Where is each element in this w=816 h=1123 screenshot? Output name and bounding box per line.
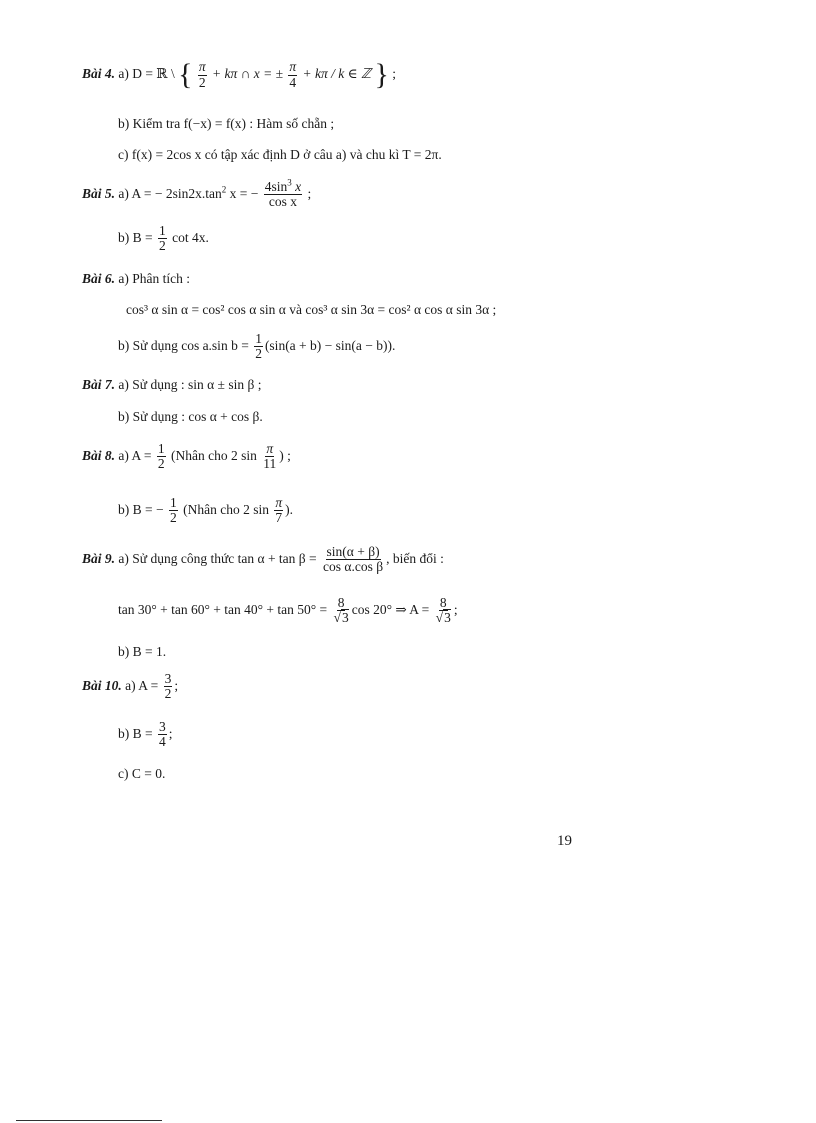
page-number: 19 xyxy=(557,833,572,849)
bai6-line-b: b) Sử dụng cos a.sin b = $\frac{1}{2}$ (sin(a + b) − sin(a − b)). xyxy=(118,331,396,362)
bai4-frac-pi-4: $\frac{\pi}{4}$ xyxy=(289,59,297,90)
bai5-fraction: $\frac{4\sin^3 x}{\text{cos x}}$ xyxy=(264,177,302,210)
bai7-line-a: Bài 7. a) Sử dụng : sin α ± sin β ; xyxy=(82,377,262,392)
bai10-line-a: Bài 10. a) A = $\frac{3}{2}$ ; xyxy=(82,671,179,702)
bai9-formula: tan 30° + tan 60° + tan 40° + tan 50° = $\frac{8}{√3}$ cos 20° ⇒ A = $\frac{8}{√3}$ ; xyxy=(118,595,458,626)
bai9-label: Bài 9. xyxy=(82,550,116,566)
bai8-frac-neg-half: $\frac{1}{2}$ xyxy=(169,495,177,526)
bai10-frac-3-2: $\frac{3}{2}$ xyxy=(164,671,172,702)
bai4-frac-pi-2: $\frac{\pi}{2}$ xyxy=(198,59,206,90)
bai4-right-brace: } xyxy=(374,58,389,91)
bai5-line-b: b) B = $\frac{1}{2}$ cot 4x. xyxy=(118,223,209,254)
bai5-label: Bài 5. xyxy=(82,185,116,201)
bai10-line-b: b) B = $\frac{3}{4}$ ; xyxy=(118,719,173,750)
bai5-frac-half: $\frac{1}{2}$ xyxy=(159,223,166,254)
bai4-left-brace: { xyxy=(178,58,193,91)
bai5-line-a: Bài 5. a) A = − $2\sin 2x.\tan^2$ x = − $\frac{4\sin^3 x}{\text{cos x}}$ ; xyxy=(82,177,312,210)
bai4-a-prefix: a) D = ℝ \ xyxy=(118,66,175,82)
bai8-frac-pi-11: $\frac{\pi}{11}$ xyxy=(263,441,277,472)
bai4-line-b: b) Kiểm tra f(−x) = f(x) : Hàm số chẵn ; xyxy=(118,116,335,131)
bai6-line-a: Bài 6. a) Phân tích : xyxy=(82,271,190,286)
bai4-label: Bài 4. xyxy=(82,66,116,82)
bai9-frac-8-sqrt3-a: $\frac{8}{√3}$ xyxy=(333,595,349,626)
bai4-a-suffix: + kπ / k ∈ ℤ xyxy=(302,66,372,82)
bai4-a-middle: + kπ ∩ x = ± xyxy=(212,66,284,82)
bai4-line-c: c) f(x) = 2cos x có tập xác định D ở câu a) và chu kì T = 2π. xyxy=(118,147,442,162)
bai9-line-b: b) B = 1. xyxy=(118,644,167,659)
bai8-label: Bài 8. xyxy=(82,447,116,463)
bai8-frac-half: $\frac{1}{2}$ xyxy=(157,441,165,472)
bai10-frac-3-4: $\frac{3}{4}$ xyxy=(159,719,166,750)
bai5-a-prefix: a) A = − 2sin2x.tan xyxy=(118,185,222,201)
bai10-line-c: c) C = 0. xyxy=(118,766,166,781)
bai9-line-a: Bài 9. a) Sử dụng công thức tan α + tan β = $\frac{\sin(\alpha + \beta)}{\text{cos α.cos β}}$ , biến đổi : xyxy=(82,544,444,575)
bai9-frac-8-sqrt3-b: $\frac{8}{√3}$ xyxy=(435,595,451,626)
bai6-label: Bài 6. xyxy=(82,271,116,286)
bai8-frac-pi-7: $\frac{\pi}{7}$ xyxy=(275,495,283,526)
bai4-semicolon: ; xyxy=(392,66,396,82)
bai5-semicolon: ; xyxy=(307,185,312,201)
bai5-a-mid: x = − xyxy=(226,185,259,201)
bai4-line-a xyxy=(82,60,396,90)
bai9-fraction: $\frac{\sin(\alpha + \beta)}{\text{cos α.cos β}}$ xyxy=(323,544,384,575)
bai6-formula: cos³ α sin α = cos² cos α sin α và cos³ α sin 3α = cos² α cos α sin 3α ; xyxy=(126,302,497,317)
bai10-label: Bài 10. xyxy=(82,677,122,693)
footnote-rule xyxy=(16,1120,162,1121)
bai6-frac-half: $\frac{1}{2}$ xyxy=(255,331,262,362)
bai7-line-b: b) Sử dụng : cos α + cos β. xyxy=(118,409,263,424)
bai8-line-b: b) B = − $\frac{1}{2}$ (Nhân cho 2 sin $\frac{\pi}{7}$ ). xyxy=(118,495,293,526)
bai8-line-a: Bài 8. a) A = $\frac{1}{2}$ (Nhân cho 2 sin $\frac{\pi}{11}$ ) ; xyxy=(82,441,291,472)
bai7-label: Bài 7. xyxy=(82,377,116,392)
